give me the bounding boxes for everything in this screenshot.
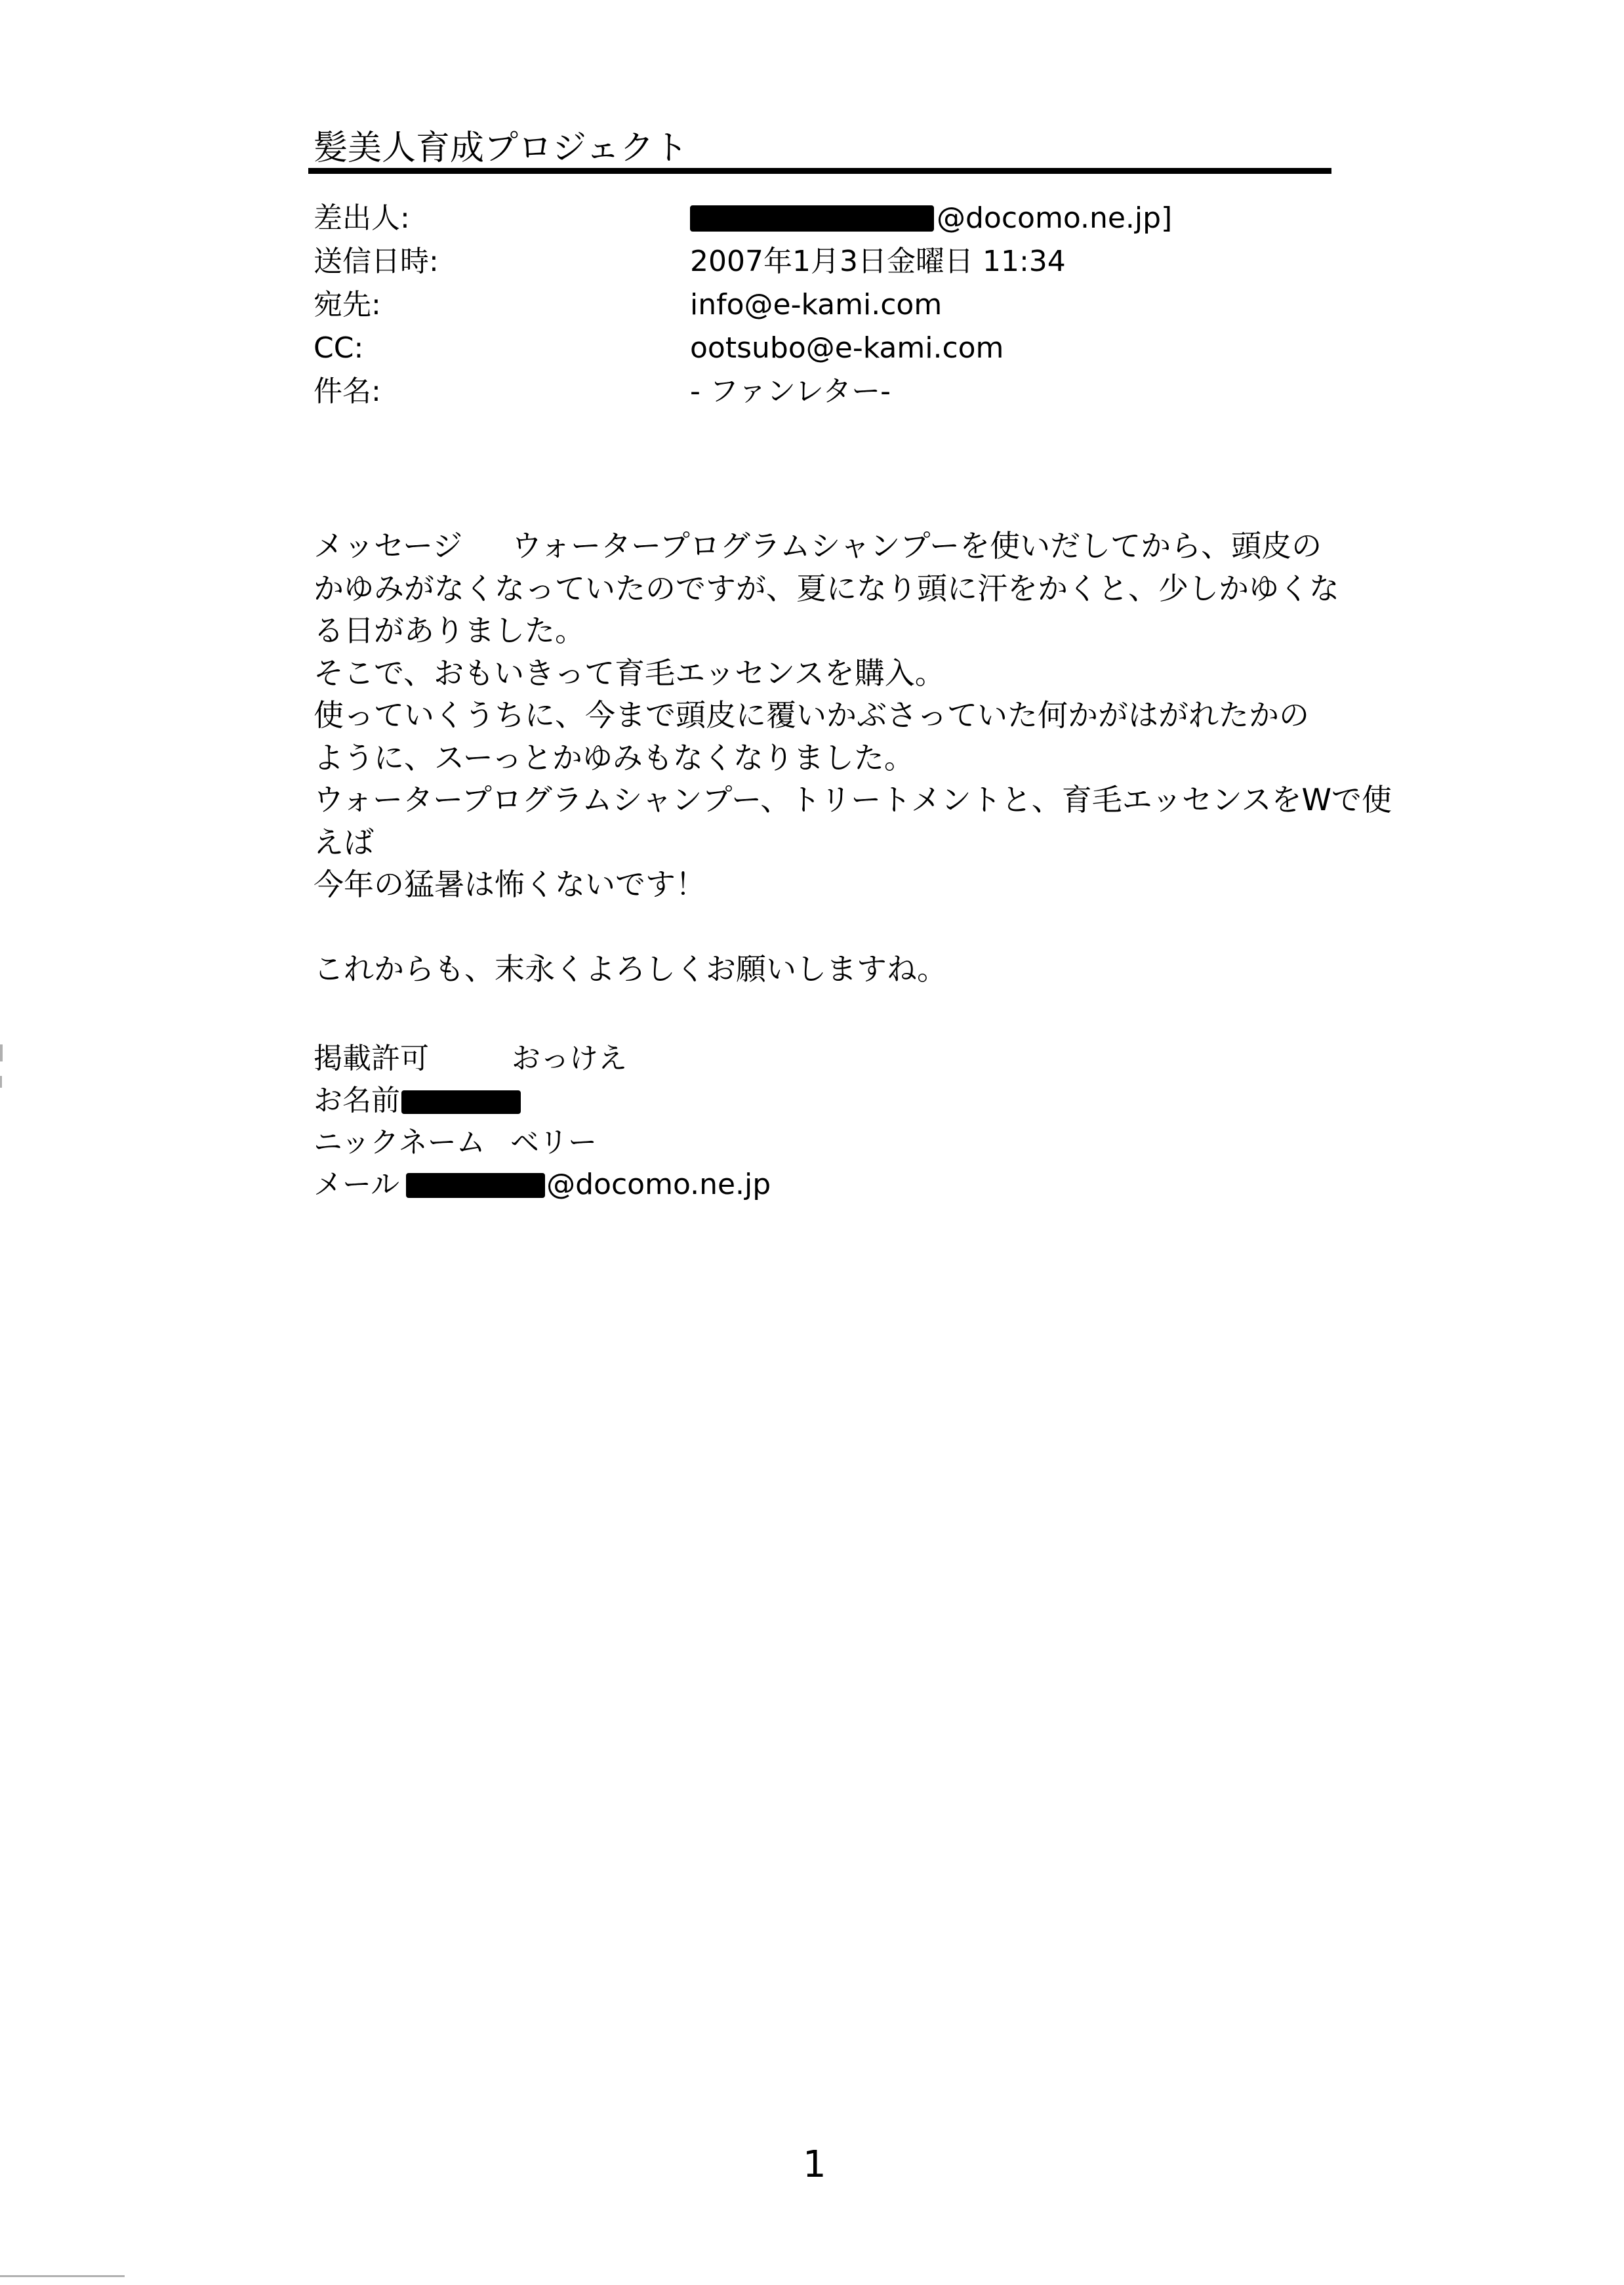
message-line	[314, 525, 1343, 567]
header-row-subject	[314, 370, 1337, 413]
permission-label: 掲載許可	[314, 1042, 429, 1075]
mail-value: @docomo.ne.jp	[546, 1168, 771, 1201]
permission-row	[314, 1038, 1343, 1080]
closing-line: これからも、末永くよろしくお願いしますね。	[314, 951, 947, 987]
name-label: お名前	[314, 1084, 400, 1117]
mail-redaction-bar	[406, 1173, 545, 1198]
cc-value: ootsubo@e-kami.com	[690, 331, 1004, 365]
blank-line	[314, 906, 1343, 949]
subject-label: 件名:	[314, 375, 381, 408]
message-line: 使っていくうちに、今まで頭皮に覆いかぶさっていた何かがはがれたかの	[314, 697, 1309, 733]
message-line: ように、スーっとかゆみもなくなりました。	[314, 739, 914, 775]
scan-edge-mark	[0, 1076, 2, 1088]
from-value: @docomo.ne.jp]	[937, 201, 1173, 235]
message-line: そこで、おもいきって育毛エッセンスを購入。	[314, 655, 945, 691]
email-header	[314, 197, 1337, 413]
message-line: ウォータープログラムシャンプー、トリートメントと、育毛エッセンスをWで使	[314, 782, 1392, 817]
mail-row	[314, 1164, 1343, 1206]
submission-details	[314, 1038, 1343, 1206]
nickname-row	[314, 1122, 1343, 1164]
message-label: メッセージ	[314, 528, 463, 564]
to-value: info@e-kami.com	[690, 288, 943, 321]
message-line: えば	[314, 824, 374, 860]
sent-label: 送信日時:	[314, 245, 439, 278]
page-number: 1	[803, 2143, 826, 2186]
subject-value: - ファンレター-	[690, 375, 891, 408]
from-label: 差出人:	[314, 201, 410, 235]
header-row-cc	[314, 327, 1337, 370]
name-row	[314, 1080, 1343, 1122]
scan-edge-mark	[0, 1044, 3, 1061]
message-text: ウォータープログラムシャンプーを使いだしてから、頭皮の	[512, 528, 1322, 564]
permission-value: おっけえ	[512, 1042, 627, 1075]
nickname-value: ベリー	[510, 1126, 597, 1159]
sent-value: 2007年1月3日金曜日 11:34	[690, 245, 1066, 278]
name-redaction-bar	[401, 1090, 521, 1114]
header-row-sent	[314, 240, 1337, 283]
nickname-label: ニックネーム	[314, 1126, 485, 1159]
title-underline	[308, 168, 1331, 174]
scan-edge-mark	[0, 2275, 125, 2277]
to-label: 宛先:	[314, 288, 381, 321]
redaction-bar	[690, 205, 934, 232]
message-line: かゆみがなくなっていたのですが、夏になり頭に汗をかくと、少しかゆくな	[314, 570, 1339, 606]
header-row-to	[314, 283, 1337, 327]
message-body	[314, 525, 1392, 991]
document-title: 髪美人育成プロジェクト	[314, 129, 688, 168]
mail-label: メール	[314, 1168, 400, 1201]
header-row-from	[314, 197, 1337, 240]
from-value-wrapper	[690, 197, 1172, 240]
message-line: 今年の猛暑は怖くないです！	[314, 867, 706, 902]
message-line: る日がありました。	[314, 613, 585, 648]
cc-label: CC:	[314, 331, 364, 365]
